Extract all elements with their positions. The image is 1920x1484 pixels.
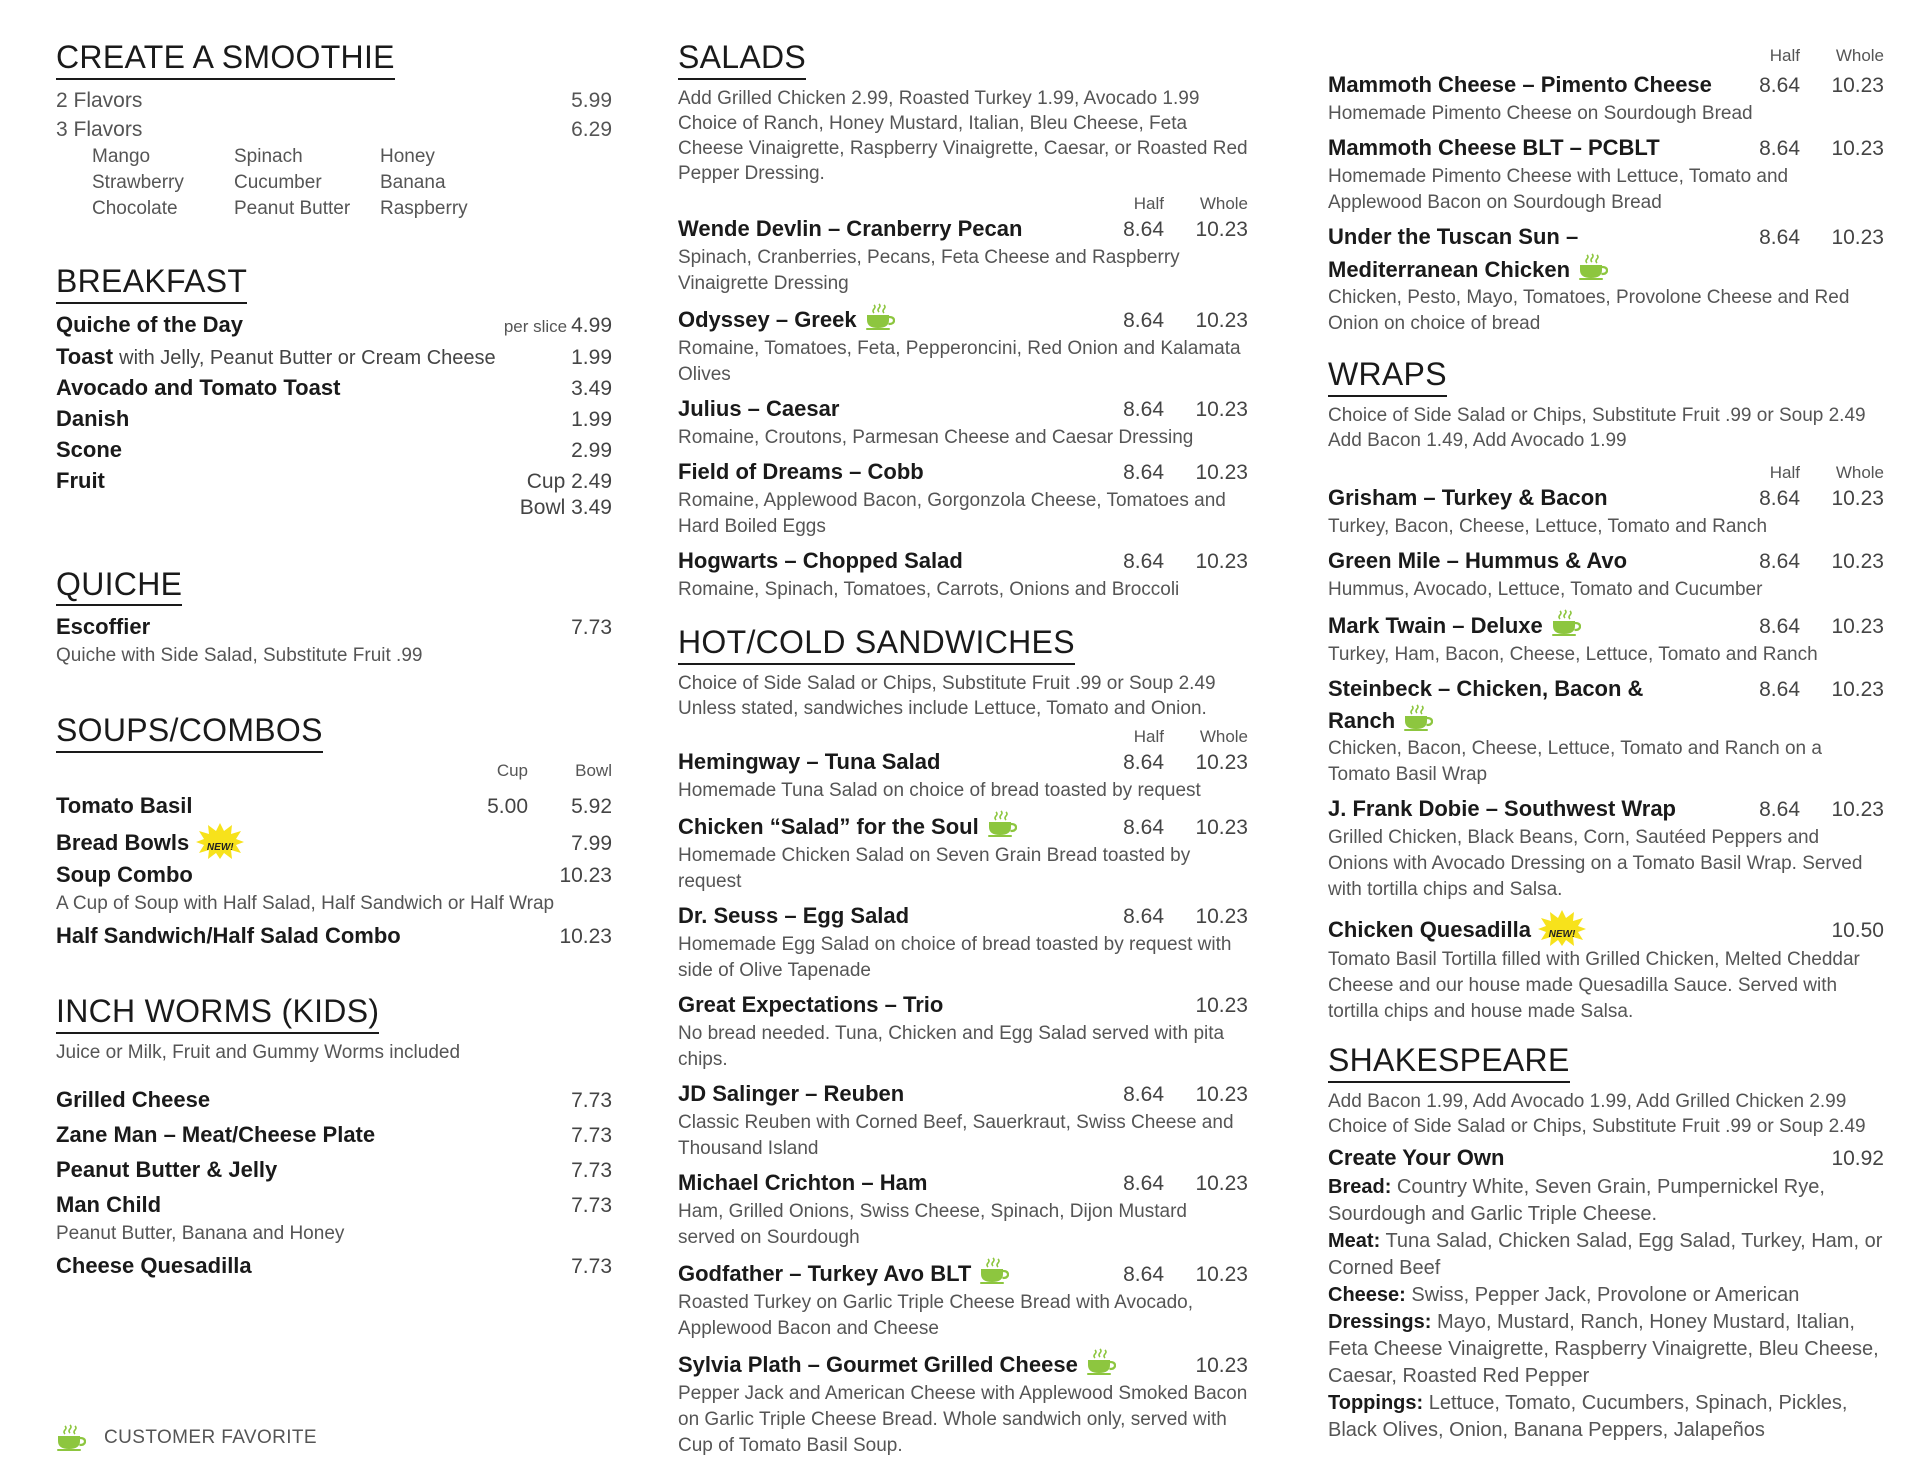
item-description: Romaine, Spinach, Tomatoes, Carrots, Onions and Broccoli <box>678 578 1180 600</box>
item-name: J. Frank Dobie – Southwest Wrap <box>1328 795 1676 821</box>
item-description: Romaine, Croutons, Parmesan Cheese and Caesar Dressing <box>678 426 1194 448</box>
flavor-grid <box>56 144 612 222</box>
option-line <box>1328 1228 1884 1282</box>
item-name: Hemingway – Tuna Salad <box>678 748 941 774</box>
menu-item <box>1328 222 1884 253</box>
menu-item <box>56 860 612 891</box>
item-name-group <box>1328 253 1884 285</box>
item-name-group <box>1328 909 1800 947</box>
item-price-whole: 10.23 <box>1831 614 1884 638</box>
item-price-whole: 10.23 <box>1831 486 1884 510</box>
price-column-header <box>678 725 1248 747</box>
item-price-whole: 10.23 <box>1831 226 1884 249</box>
sandwiches-section <box>678 625 1248 1459</box>
item-price-half: 8.64 <box>1123 1262 1164 1286</box>
item-description: Homemade Chicken Salad on Seven Grain Bread toasted by request <box>678 844 1191 892</box>
smoothie-section <box>56 40 612 222</box>
menu-item <box>56 373 612 404</box>
price-qualifier: per slice <box>503 316 568 336</box>
section-title-shakespeare: SHAKESPEARE <box>1328 1043 1570 1083</box>
item-name: Dr. Seuss – Egg Salad <box>678 902 910 928</box>
menu-item <box>56 435 612 466</box>
item-description: Spinach, Cranberries, Pecans, Feta Cheese and Raspberry Vinaigrette Dressing <box>678 246 1180 294</box>
item-name: Hogwarts – Chopped Salad <box>678 547 963 573</box>
item-price-whole: 10.23 <box>1195 1082 1248 1106</box>
item-price-half: 8.64 <box>1759 74 1800 97</box>
more-sandwiches-section <box>1328 44 1884 337</box>
item-price-half: 8.64 <box>1123 217 1164 241</box>
item-price-bowl: 7.99 <box>571 832 612 856</box>
menu-item <box>678 457 1248 488</box>
item-price-half: 8.64 <box>1123 904 1164 928</box>
section-note: Choice of Side Salad or Chips, Substitute Fruit .99 or Soup 2.49 Add Bacon 1.49, Add Avocado 1.99 <box>1328 404 1866 451</box>
new-badge-icon <box>1537 909 1587 947</box>
item-description: Quiche with Side Salad, Substitute Fruit .99 <box>56 645 423 667</box>
menu-item <box>56 921 612 952</box>
item-name: Steinbeck – Chicken, Bacon & Ranch <box>1328 675 1644 733</box>
new-badge-text: NEW! <box>206 842 234 854</box>
section-title-quiche: QUICHE <box>56 567 182 607</box>
coffee-cup-icon <box>979 1257 1009 1285</box>
item-name: Bread Bowls <box>56 830 190 856</box>
item-name: Mammoth Cheese BLT – PCBLT <box>1328 135 1660 160</box>
menu-item <box>56 612 612 643</box>
item-name: Mammoth Cheese – Pimento Cheese <box>1328 72 1712 97</box>
item-price-half: 8.64 <box>1759 797 1800 821</box>
menu-item <box>56 791 612 822</box>
coffee-cup-icon <box>987 810 1017 838</box>
section-title-smoothie: CREATE A SMOOTHIE <box>56 40 395 80</box>
menu-item <box>1328 133 1884 164</box>
item-price-half: 8.64 <box>1123 549 1164 573</box>
item-price-whole: 10.23 <box>1831 797 1884 821</box>
item-name: Chicken “Salad” for the Soul <box>678 813 979 839</box>
menu-item <box>1328 674 1884 736</box>
header-half: Half <box>1133 193 1164 213</box>
item-name: Tomato Basil <box>56 793 193 819</box>
option-price: 5.99 <box>571 88 612 112</box>
option-value: Swiss, Pepper Jack, Provolone or American <box>1411 1283 1800 1306</box>
item-description: Homemade Tuna Salad on choice of bread toasted by request <box>678 779 1201 801</box>
item-price-half: 8.64 <box>1759 614 1800 638</box>
item-description: Turkey, Ham, Bacon, Cheese, Lettuce, Tomato and Ranch <box>1328 643 1818 665</box>
item-description: Pepper Jack and American Cheese with Applewood Smoked Bacon on Garlic Triple Cheese Bread. Whole sandwich only, served with Cup of Tomato Basil Soup. <box>678 1382 1248 1456</box>
menu-item <box>56 1155 612 1186</box>
item-price: 7.73 <box>571 1194 612 1218</box>
item-price-whole: 10.23 <box>1195 750 1248 774</box>
menu-item-price-line <box>56 493 612 523</box>
item-price: 1.99 <box>571 345 612 369</box>
option-label: 3 Flavors <box>56 117 143 141</box>
item-description: Romaine, Tomatoes, Feta, Pepperoncini, Red Onion and Kalamata Olives <box>678 337 1241 385</box>
menu-item <box>56 342 612 373</box>
item-price-half: 8.64 <box>1759 677 1800 701</box>
price-column-header <box>56 759 612 781</box>
menu-item <box>1328 909 1884 947</box>
header-cup: Cup <box>496 761 528 781</box>
item-description: Chicken, Bacon, Cheese, Lettuce, Tomato and Ranch on a Tomato Basil Wrap <box>1328 737 1822 785</box>
item-description: Homemade Pimento Cheese with Lettuce, Tomato and Applewood Bacon on Sourdough Bread <box>1328 166 1789 213</box>
item-description: Hummus, Avocado, Lettuce, Tomato and Cucumber <box>1328 578 1763 600</box>
menu-item <box>1328 483 1884 514</box>
item-price-whole: 10.23 <box>1195 217 1248 241</box>
section-title-salads: SALADS <box>678 40 806 80</box>
flavor: Raspberry <box>380 197 468 219</box>
item-name: Peanut Butter & Jelly <box>56 1157 278 1183</box>
menu-item <box>1328 1143 1884 1174</box>
item-price: 7.73 <box>571 616 612 640</box>
option-line <box>1328 1390 1884 1444</box>
item-name: Chicken Quesadilla <box>1328 916 1531 942</box>
item-price-half: 8.64 <box>1123 815 1164 839</box>
item-price-secondary: Bowl 3.49 <box>519 495 612 519</box>
menu-item <box>56 1190 612 1221</box>
item-price-half: 8.64 <box>1759 549 1800 573</box>
menu-item <box>56 1251 612 1282</box>
item-name: JD Salinger – Reuben <box>678 1080 905 1106</box>
item-name: Odyssey – Greek <box>678 306 857 332</box>
menu-item <box>1328 546 1884 577</box>
item-price-bowl: 5.92 <box>571 795 612 819</box>
item-price-whole: 10.23 <box>1195 549 1248 573</box>
section-title-breakfast: BREAKFAST <box>56 264 247 304</box>
header-whole: Whole <box>1199 193 1248 213</box>
item-price: Cup 2.49 <box>526 469 612 493</box>
salads-section <box>678 40 1248 603</box>
header-half: Half <box>1133 726 1164 746</box>
item-price-whole: 10.23 <box>1195 460 1248 484</box>
menu-item <box>56 1120 612 1151</box>
item-name-group <box>56 822 528 860</box>
price-column-header <box>1328 461 1884 483</box>
header-half: Half <box>1769 462 1800 482</box>
item-name: Zane Man – Meat/Cheese Plate <box>56 1122 376 1148</box>
item-price-whole: 10.23 <box>1195 904 1248 928</box>
item-name: Cheese Quesadilla <box>56 1253 252 1279</box>
option-value: Lettuce, Tomato, Cucumbers, Spinach, Pickles, Black Olives, Onion, Banana Peppers, Jalapeños <box>1328 1391 1848 1441</box>
menu-item <box>678 747 1248 778</box>
item-name: Fruit <box>56 467 105 493</box>
item-description: Roasted Turkey on Garlic Triple Cheese Bread with Avocado, Applewood Bacon and Cheese <box>678 1291 1194 1339</box>
option-label: Cheese: <box>1328 1283 1406 1306</box>
item-description: Romaine, Applewood Bacon, Gorgonzola Cheese, Tomatoes and Hard Boiled Eggs <box>678 489 1226 537</box>
breakfast-section <box>56 264 612 523</box>
item-name: Godfather – Turkey Avo BLT <box>678 1260 972 1286</box>
item-price: 7.73 <box>571 1124 612 1148</box>
kids-section <box>56 994 612 1282</box>
item-extra: with Jelly, Peanut Butter or Cream Cheese <box>119 346 496 369</box>
item-price-group <box>504 311 612 342</box>
section-note: Add Bacon 1.99, Add Avocado 1.99, Add Grilled Chicken 2.99 Choice of Side Salad or Chips, Substitute Fruit .99 or Soup 2.49 <box>1328 1090 1866 1137</box>
item-name: Michael Crichton – Ham <box>678 1169 928 1195</box>
item-price: 7.73 <box>571 1089 612 1113</box>
item-price-bowl: 10.23 <box>559 925 612 949</box>
item-price-whole: 10.23 <box>1831 137 1884 160</box>
item-price: 2.99 <box>571 438 612 462</box>
item-name: Half Sandwich/Half Salad Combo <box>56 923 401 949</box>
item-name: Great Expectations – Trio <box>678 991 944 1017</box>
option-value: Country White, Seven Grain, Pumpernickel Rye, Sourdough and Garlic Triple Cheese. <box>1328 1175 1825 1225</box>
item-name: Escoffier <box>56 614 151 640</box>
menu-item <box>56 822 612 860</box>
flavor: Mango <box>92 145 151 167</box>
item-price-half: 8.64 <box>1759 137 1800 160</box>
item-price-half: 8.64 <box>1123 1171 1164 1195</box>
item-name: Avocado and Tomato Toast <box>56 374 341 400</box>
item-name: Soup Combo <box>56 862 193 888</box>
flavor: Spinach <box>234 145 303 167</box>
item-price: 7.73 <box>571 1159 612 1183</box>
item-name: Toast <box>56 343 114 369</box>
menu-item <box>56 404 612 435</box>
item-price-bowl: 10.23 <box>559 864 612 888</box>
section-title-wraps: WRAPS <box>1328 357 1447 397</box>
menu-item <box>678 546 1248 577</box>
item-name: Under the Tuscan Sun – <box>1328 224 1579 249</box>
item-description: Classic Reuben with Corned Beef, Sauerkraut, Swiss Cheese and Thousand Island <box>678 1111 1234 1159</box>
item-name: Sylvia Plath – Gourmet Grilled Cheese <box>678 1351 1078 1377</box>
item-description: A Cup of Soup with Half Salad, Half Sandwich or Half Wrap <box>56 893 555 915</box>
item-price: 1.99 <box>571 407 612 431</box>
option-label: Toppings: <box>1328 1391 1424 1414</box>
option-line <box>1328 1282 1884 1309</box>
header-whole: Whole <box>1199 726 1248 746</box>
new-badge-icon <box>195 822 245 860</box>
item-price-whole: 10.23 <box>1195 397 1248 421</box>
item-description: Grilled Chicken, Black Beans, Corn, Sautéed Peppers and Onions with Avocado Dressing on a Tomato Basil Wrap. Served with tortilla chips and Salsa. <box>1328 826 1863 900</box>
menu-item <box>1328 70 1884 101</box>
item-description: Peanut Butter, Banana and Honey <box>56 1223 345 1245</box>
option-label: Bread: <box>1328 1175 1392 1198</box>
item-price: 3.49 <box>571 376 612 400</box>
header-whole: Whole <box>1835 46 1884 65</box>
column-middle <box>678 40 1248 1459</box>
item-name: Wende Devlin – Cranberry Pecan <box>678 215 1023 241</box>
option-label: Meat: <box>1328 1229 1381 1252</box>
item-price-half: 8.64 <box>1123 397 1164 421</box>
menu-item <box>1328 794 1884 825</box>
flavor: Strawberry <box>92 171 184 193</box>
item-price-whole: 10.23 <box>1195 1171 1248 1195</box>
coffee-cup-icon <box>865 303 895 331</box>
flavor: Chocolate <box>92 197 178 219</box>
item-name: Julius – Caesar <box>678 395 840 421</box>
customer-favorite-legend <box>56 1424 317 1452</box>
option-line <box>1328 1309 1884 1390</box>
item-price-half: 8.64 <box>1759 486 1800 510</box>
item-name-group <box>678 810 1078 842</box>
item-name: Quiche of the Day <box>56 311 244 337</box>
menu-item <box>678 1348 1248 1381</box>
soups-section <box>56 713 612 952</box>
item-description: Turkey, Bacon, Cheese, Lettuce, Tomato and Ranch <box>1328 515 1768 537</box>
item-name-group <box>678 303 1078 335</box>
menu-item <box>678 1079 1248 1110</box>
item-price: 7.73 <box>571 1255 612 1279</box>
item-price-half: 8.64 <box>1123 1082 1164 1106</box>
menu-item <box>678 303 1248 336</box>
price-column-header <box>1328 44 1884 66</box>
item-name-group <box>678 1257 1078 1289</box>
item-name: Field of Dreams – Cobb <box>678 458 924 484</box>
menu-item-name-continued <box>1328 253 1884 285</box>
section-note: Juice or Milk, Fruit and Gummy Worms included <box>56 1042 461 1064</box>
item-price-whole: 10.23 <box>1195 815 1248 839</box>
item-price-half: 8.64 <box>1123 308 1164 332</box>
option-value: Tuna Salad, Chicken Salad, Egg Salad, Turkey, Ham, or Corned Beef <box>1328 1229 1883 1279</box>
option-line <box>1328 1174 1884 1228</box>
column-right <box>1328 44 1884 1444</box>
item-price-whole: 10.50 <box>1831 918 1884 942</box>
item-name-group <box>678 1348 1164 1380</box>
coffee-cup-icon <box>1551 609 1581 637</box>
item-name: Mediterranean Chicken <box>1328 257 1571 282</box>
flavor: Banana <box>380 171 446 193</box>
coffee-cup-icon <box>1086 1348 1116 1376</box>
item-price-whole: 10.23 <box>1195 1262 1248 1286</box>
item-name: Green Mile – Hummus & Avo <box>1328 547 1628 573</box>
menu-item <box>678 990 1248 1021</box>
item-price-half: 8.64 <box>1123 750 1164 774</box>
menu-item <box>56 1085 612 1116</box>
item-name-group <box>1328 674 1714 736</box>
item-price-whole: 10.23 <box>1195 993 1248 1017</box>
item-price-whole: 10.23 <box>1195 308 1248 332</box>
item-description: No bread needed. Tuna, Chicken and Egg Salad served with pita chips. <box>678 1022 1225 1070</box>
new-badge-text: NEW! <box>1548 928 1576 940</box>
section-note: Choice of Side Salad or Chips, Substitute Fruit .99 or Soup 2.49 Unless stated, sandwiches include Lettuce, Tomato and Onion. <box>678 672 1216 719</box>
item-price-cup: 5.00 <box>487 795 528 819</box>
column-left <box>56 40 612 1282</box>
section-title-soups: SOUPS/COMBOS <box>56 713 323 753</box>
item-name: Danish <box>56 405 130 431</box>
item-name: Create Your Own <box>1328 1144 1505 1170</box>
menu-item <box>56 310 612 342</box>
section-note: Add Grilled Chicken 2.99, Roasted Turkey 1.99, Avocado 1.99 Choice of Ranch, Honey Mustard, Italian, Bleu Cheese, Feta Cheese Vinaigrette, Raspberry Vinaigrette, Caesar, or Roasted Red Pepper Dressing. <box>678 87 1248 184</box>
flavor: Cucumber <box>234 171 322 193</box>
coffee-cup-icon <box>1578 253 1608 281</box>
item-name: Grilled Cheese <box>56 1087 211 1113</box>
item-price-half: 8.64 <box>1123 460 1164 484</box>
shakespeare-section <box>1328 1043 1884 1444</box>
option-label: Dressings: <box>1328 1310 1432 1333</box>
wraps-section <box>1328 357 1884 1025</box>
coffee-cup-icon <box>1403 704 1433 732</box>
smoothie-option <box>56 115 612 144</box>
item-description: Chicken, Pesto, Mayo, Tomatoes, Provolone Cheese and Red Onion on choice of bread <box>1328 287 1850 334</box>
smoothie-option <box>56 86 612 115</box>
menu-item <box>678 1168 1248 1199</box>
menu-item <box>678 214 1248 245</box>
menu-item <box>678 1257 1248 1290</box>
price-column-header <box>678 192 1248 214</box>
legend-label: CUSTOMER FAVORITE <box>104 1427 318 1448</box>
item-name-group <box>1328 609 1714 641</box>
item-name: Man Child <box>56 1192 162 1218</box>
item-description: Homemade Pimento Cheese on Sourdough Bread <box>1328 103 1753 124</box>
section-title-sandwiches: HOT/COLD SANDWICHES <box>678 625 1075 665</box>
item-name: Scone <box>56 436 123 462</box>
menu-item <box>1328 609 1884 642</box>
header-whole: Whole <box>1835 462 1884 482</box>
item-description: Homemade Egg Salad on choice of bread toasted by request with side of Olive Tapenade <box>678 933 1232 981</box>
option-price: 6.29 <box>571 117 612 141</box>
option-value: Mayo, Mustard, Ranch, Honey Mustard, Italian, Feta Cheese Vinaigrette, Raspberry Vinaigrette, Bleu Cheese, Caesar, Roasted Red Pepper <box>1328 1310 1879 1387</box>
flavor: Peanut Butter <box>234 197 351 219</box>
item-description: Ham, Grilled Onions, Swiss Cheese, Spinach, Dijon Mustard served on Sourdough <box>678 1200 1187 1248</box>
item-description: Tomato Basil Tortilla filled with Grilled Chicken, Melted Cheddar Cheese and our house made Quesadilla Sauce. Served with tortilla chips and house made Salsa. <box>1328 948 1860 1022</box>
item-price: 10.92 <box>1831 1146 1884 1170</box>
item-price-whole: 10.23 <box>1831 74 1884 97</box>
menu-item <box>678 901 1248 932</box>
item-price: 4.99 <box>571 313 612 337</box>
item-price-half: 8.64 <box>1759 226 1800 249</box>
coffee-cup-icon <box>56 1424 86 1452</box>
header-half: Half <box>1769 46 1800 65</box>
item-name: Grisham – Turkey & Bacon <box>1328 484 1608 510</box>
item-price-whole: 10.23 <box>1195 1353 1248 1377</box>
section-title-kids: INCH WORMS (KIDS) <box>56 994 379 1034</box>
option-label: 2 Flavors <box>56 88 143 112</box>
item-name-group <box>56 342 522 373</box>
header-bowl: Bowl <box>575 761 612 781</box>
quiche-section <box>56 567 612 670</box>
item-price-whole: 10.23 <box>1831 549 1884 573</box>
flavor: Honey <box>380 145 435 167</box>
menu-item <box>678 394 1248 425</box>
menu-item <box>678 810 1248 843</box>
item-name: Mark Twain – Deluxe <box>1328 612 1543 638</box>
item-price-whole: 10.23 <box>1831 677 1884 701</box>
